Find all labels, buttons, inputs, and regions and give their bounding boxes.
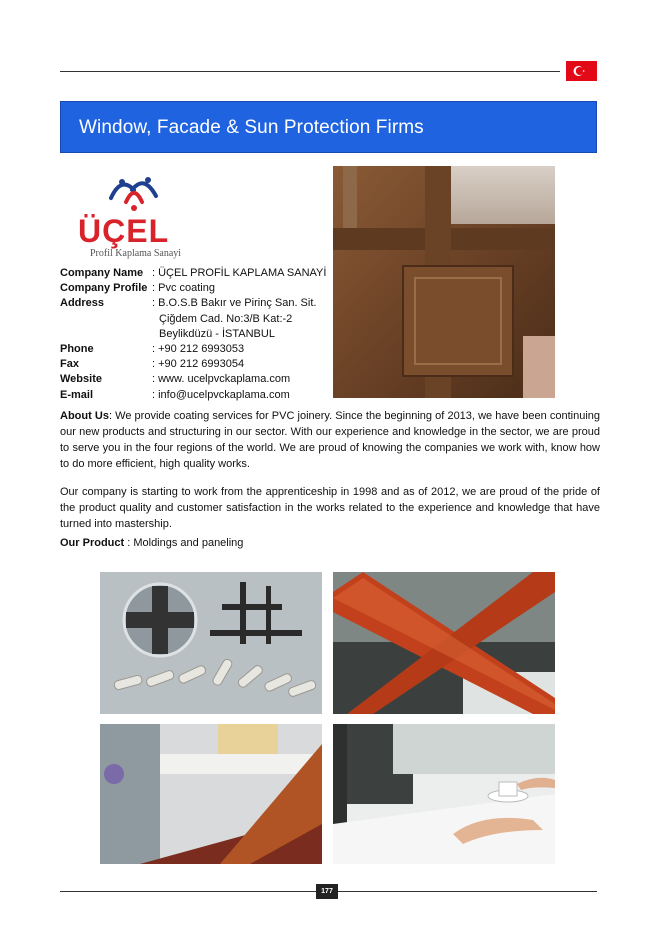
logo-brand: ÜÇEL (78, 213, 170, 249)
company-name-value: : ÜÇEL PROFİL KAPLAMA SANAYİ (152, 267, 327, 279)
email-link[interactable]: : info@ucelpvckaplama.com (152, 388, 290, 401)
address-label: Address (60, 297, 105, 310)
header-rule (60, 71, 560, 72)
turkey-flag-icon (566, 61, 597, 81)
moldings-photo (100, 572, 322, 714)
window-sill-photo (333, 724, 555, 864)
wood-panel-photo (100, 724, 322, 864)
product-paragraph (60, 535, 600, 551)
about-label: About Us (60, 410, 109, 422)
history-paragraph: Our company is starting to work from the apprenticeship in 1998 and as of 2012, we are proud of the pride of the product quality and customer satisfaction in the works related to the experience and knowledge that have turned into mastership. (60, 486, 600, 530)
page-number: 177 (316, 884, 338, 899)
about-paragraph (60, 408, 600, 472)
address-line-3: Beylikdüzü - İSTANBUL (159, 327, 275, 340)
section-title: Window, Facade & Sun Protection Firms (79, 117, 424, 138)
product-text: : Moldings and paneling (124, 537, 244, 549)
company-name-label: Company Name (60, 267, 144, 279)
red-frame-photo (333, 572, 555, 714)
fax-value: : +90 212 6993054 (152, 358, 245, 371)
phone-value: : +90 212 6993053 (152, 343, 245, 356)
company-profile-label: Company Profile (60, 282, 148, 295)
address-line-2: Çiğdem Cad. No:3/B Kat:-2 (159, 312, 293, 325)
website-label: Website (60, 373, 102, 386)
company-profile-value: : Pvc coating (152, 282, 215, 295)
address-line-1: : B.O.S.B Bakır ve Pirinç San. Sit. (152, 297, 317, 310)
product-label: Our Product (60, 537, 125, 549)
company-logo (76, 168, 196, 260)
fax-label: Fax (60, 358, 79, 371)
window-frame-photo (333, 166, 555, 398)
company-info (60, 266, 326, 403)
phone-label: Phone (60, 343, 94, 356)
email-label: E-mail (60, 388, 94, 401)
about-text: : We provide coating services for PVC joinery. Since the beginning of 2013, we have been continuing our new products and structuring in our sector. With our experience and knowledge in the sector, we are proud to serve you in the four regions of the world. We are proud of knowing the companies we work with, know how to do more efficient, high quality works. (60, 410, 600, 470)
logo-tagline: Profil Kaplama Sanayi (90, 248, 182, 259)
section-banner (60, 101, 597, 153)
website-link[interactable]: : www. ucelpvckaplama.com (152, 373, 291, 386)
